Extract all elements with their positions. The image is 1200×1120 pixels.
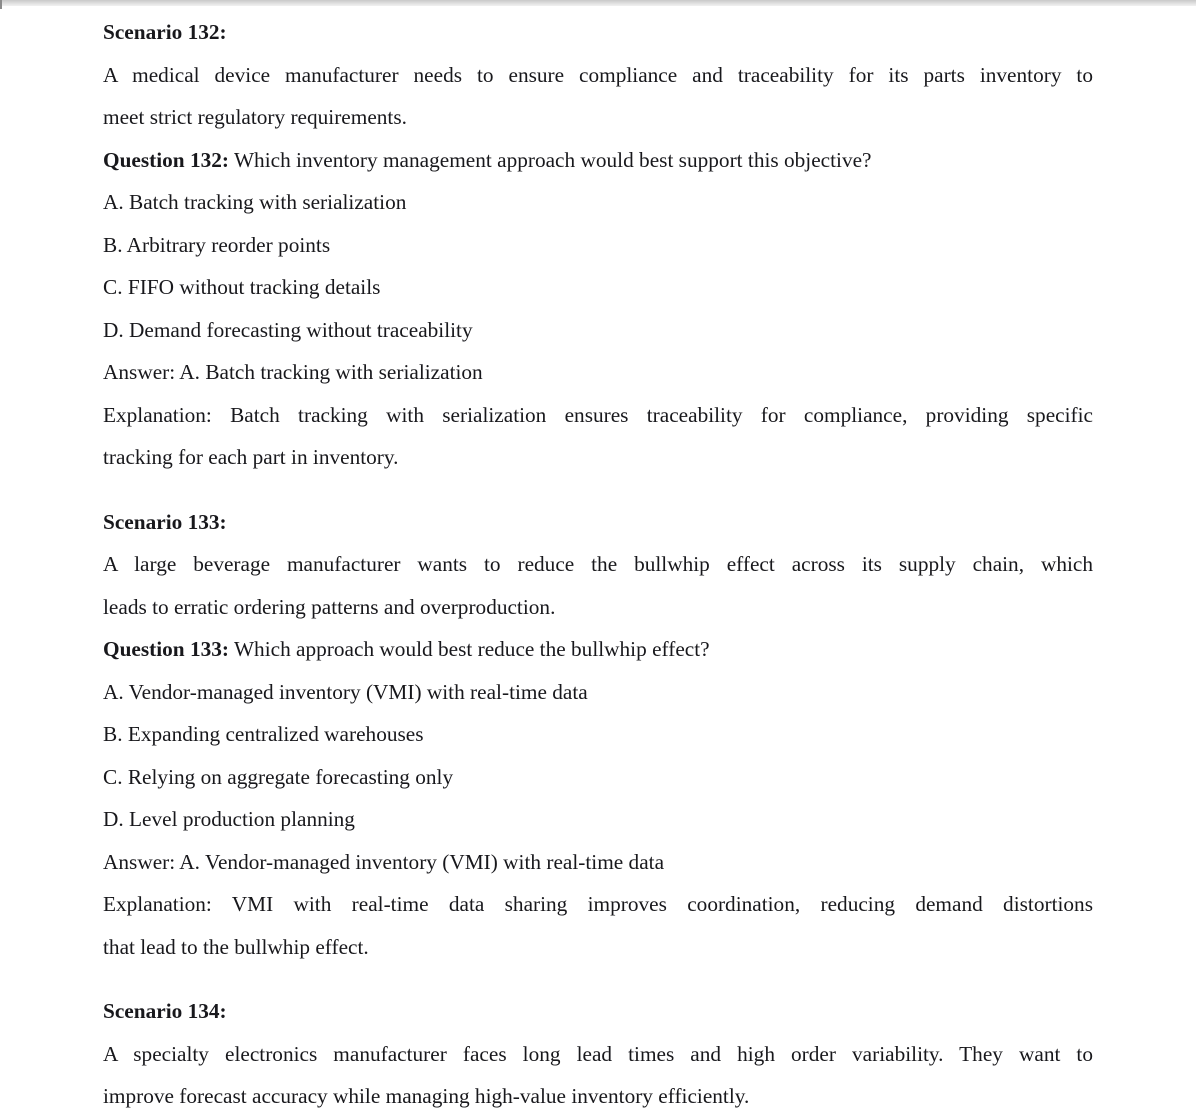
- scenario-heading: [103, 990, 1093, 1033]
- explanation-line: [103, 883, 1093, 926]
- scenario-text-text: leads to erratic ordering patterns and overproduction.: [103, 594, 556, 619]
- option-line: [103, 756, 1093, 799]
- explanation-line: [103, 394, 1093, 437]
- answer-line: [103, 351, 1093, 394]
- option-text: D. Level production planning: [103, 807, 355, 831]
- scenario-text-line: [103, 586, 1093, 629]
- scenario-heading: [103, 501, 1093, 544]
- scenario-text-line: [103, 54, 1093, 97]
- scenario-heading-label: Scenario 133:: [103, 509, 227, 534]
- scenario-text-text: meet strict regulatory requirements.: [103, 105, 407, 129]
- option-line: [103, 224, 1093, 267]
- document-text-block: [103, 11, 1093, 1118]
- question-label: Question 133:: [103, 637, 230, 661]
- section-gap: [103, 479, 1093, 501]
- explanation-text: tracking for each part in inventory.: [103, 445, 399, 469]
- scenario-heading-label: Scenario 132:: [103, 20, 227, 44]
- answer-text: Answer: A. Vendor-managed inventory (VMI) with real-time data: [103, 849, 665, 874]
- option-line: [103, 266, 1093, 309]
- scenario-text-text: improve forecast accuracy while managing high-value inventory efficiently.: [103, 1084, 750, 1108]
- page-top-edge: [2, 0, 1196, 6]
- question-text: Which inventory management approach would best support this objective?: [229, 147, 872, 172]
- question-line: [103, 139, 1093, 182]
- scenario-text-text: A specialty electronics manufacturer faces long lead times and high order variability. They want to: [103, 1041, 1093, 1066]
- option-line: [103, 309, 1093, 352]
- option-text: C. FIFO without tracking details: [103, 275, 381, 299]
- option-line: [103, 798, 1093, 841]
- explanation-line: [103, 436, 1093, 479]
- scenario-text-line: [103, 543, 1093, 586]
- question-text: Which approach would best reduce the bullwhip effect?: [229, 637, 710, 661]
- scenario-text-line: [103, 96, 1093, 139]
- explanation-text: Explanation: VMI with real-time data sharing improves coordination, reducing demand distortions: [103, 892, 1093, 916]
- scenario-text-text: A medical device manufacturer needs to ensure compliance and traceability for its parts inventory to: [103, 62, 1093, 87]
- section-gap: [103, 968, 1093, 990]
- scenario-text-line: [103, 1033, 1093, 1076]
- question-line: [103, 628, 1093, 671]
- question-label: Question 132:: [103, 147, 230, 172]
- scenario-heading: [103, 11, 1093, 54]
- option-text: D. Demand forecasting without traceability: [103, 317, 473, 342]
- option-line: [103, 181, 1093, 224]
- scenario-text-text: A large beverage manufacturer wants to reduce the bullwhip effect across its supply chain, which: [103, 552, 1093, 576]
- answer-line: [103, 841, 1093, 884]
- option-line: [103, 713, 1093, 756]
- explanation-text: that lead to the bullwhip effect.: [103, 934, 369, 959]
- scenario-heading-label: Scenario 134:: [103, 999, 227, 1023]
- explanation-line: [103, 926, 1093, 969]
- option-text: C. Relying on aggregate forecasting only: [103, 764, 454, 789]
- answer-text: Answer: A. Batch tracking with serialization: [103, 360, 483, 384]
- page-corner-notch: [0, 0, 2, 9]
- option-line: [103, 671, 1093, 714]
- option-text: B. Arbitrary reorder points: [103, 232, 331, 257]
- option-text: B. Expanding centralized warehouses: [103, 722, 424, 746]
- option-text: A. Batch tracking with serialization: [103, 190, 407, 214]
- option-text: A. Vendor-managed inventory (VMI) with real-time data: [103, 679, 588, 704]
- explanation-text: Explanation: Batch tracking with serialization ensures traceability for compliance, providing specific: [103, 402, 1093, 427]
- scenario-text-line: [103, 1075, 1093, 1118]
